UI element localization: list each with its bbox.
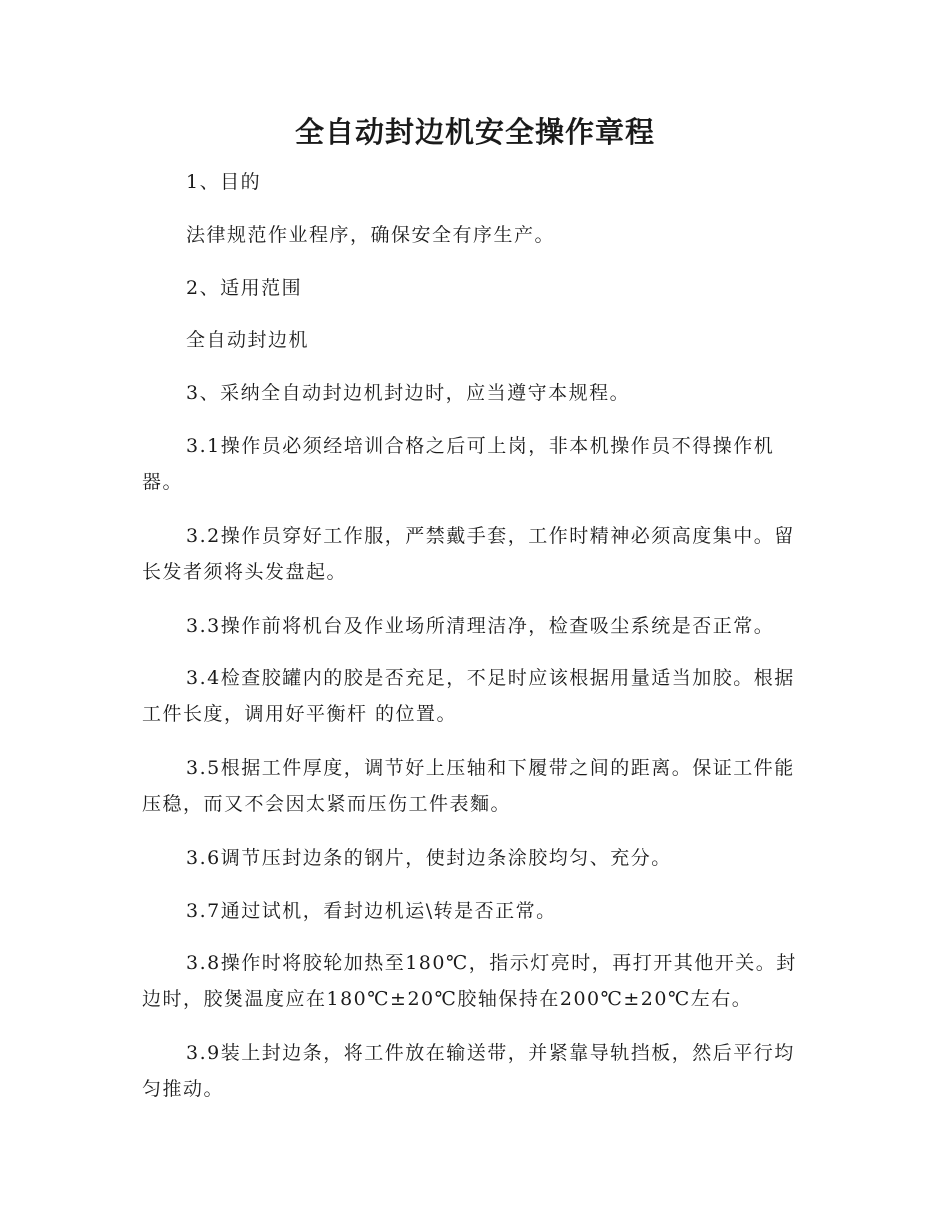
paragraph-scope-heading: 2、适用范围	[186, 277, 303, 299]
paragraph-3-2: 3.2操作员穿好工作服，严禁戴手套，工作时精神必须高度集中。留长发者须将头发盘起。	[142, 525, 795, 583]
paragraph-3-9: 3.9装上封边条，将工件放在输送带，并紧靠导轨挡板，然后平行均匀推动。	[142, 1042, 795, 1100]
document-title: 全自动封边机安全操作章程	[294, 115, 655, 149]
paragraph-purpose-heading: 1、目的	[186, 171, 262, 193]
paragraph-scope-text: 全自动封边机	[186, 329, 310, 351]
paragraph-purpose-text: 法律规范作业程序，确保安全有序生产。	[186, 224, 556, 246]
paragraph-3-3: 3.3操作前将机台及作业场所清理洁净，检查吸尘系统是否正常。	[186, 615, 775, 637]
paragraph-3-6: 3.6调节压封边条的钢片，使封边条涂胶均匀、充分。	[186, 847, 672, 869]
paragraph-3-7: 3.7通过试机，看封边机运\转是否正常。	[186, 900, 557, 922]
paragraph-3-5: 3.5根据工件厚度，调节好上压轴和下履带之间的距离。保证工件能压稳，而又不会因太紧而压伤工件表麵。	[142, 757, 795, 815]
paragraph-3-1: 3.1操作员必须经培训合格之后可上岗，非本机操作员不得操作机器。	[142, 435, 775, 493]
paragraph-3-8: 3.8操作时将胶轮加热至180℃，指示灯亮时，再打开其他开关。封边时，胶煲温度应在180℃±20℃胶轴保持在200℃±20℃左右。	[142, 952, 797, 1010]
paragraph-section-3: 3、采纳全自动封边机封边时，应当遵守本规程。	[186, 382, 631, 404]
paragraph-3-4: 3.4检查胶罐内的胶是否充足，不足时应该根据用量适当加胶。根据工件长度，调用好平衡杆 的位置。	[142, 667, 795, 725]
